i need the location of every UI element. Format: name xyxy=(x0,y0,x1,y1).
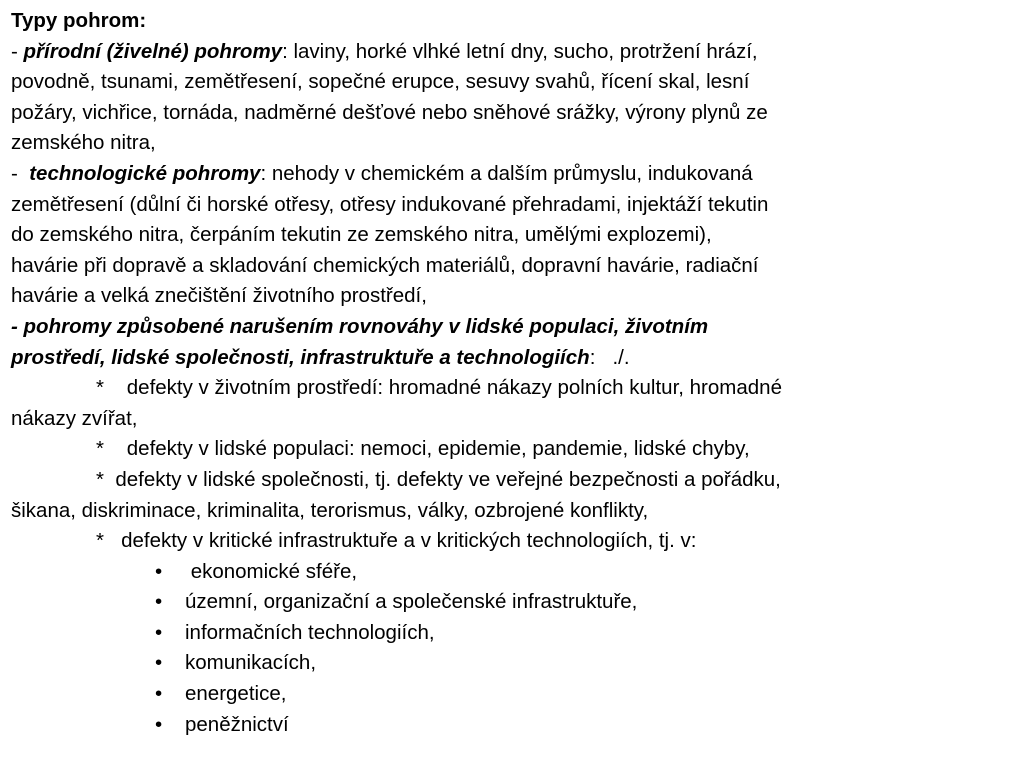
list-item-text: informačních technologiích, xyxy=(185,620,435,644)
document-title: Typy pohrom: xyxy=(11,9,147,32)
tech-disasters-line-4: havárie při dopravě a skladování chemických materiálů, dopravní havárie, radiační xyxy=(11,253,759,277)
defect-item-text: defekty v lidské populaci: nemoci, epidemie, pandemie, lidské chyby, xyxy=(126,437,750,461)
tech-disasters-line-5: havárie a velká znečištění životního prostředí, xyxy=(11,284,427,308)
bullet-icon: • xyxy=(155,559,163,583)
list-item-text: komunikacích, xyxy=(185,651,317,675)
asterisk-marker: * xyxy=(96,529,122,553)
disruption-heading-line-2 xyxy=(11,343,1012,374)
tech-disasters-line-3: do zemského nitra, čerpáním tekutin ze zemského nitra, umělými explozemi), xyxy=(11,223,712,247)
defect-item-society-cont: šikana, diskriminace, kriminalita, terorismus, války, ozbrojené konflikty, xyxy=(11,498,649,522)
bullet-icon: • xyxy=(155,712,163,736)
disruption-heading-rest: : ./. xyxy=(589,345,630,369)
natural-term: přírodní (živelné) pohromy xyxy=(23,39,283,63)
tech-disasters-line-2: zemětřesení (důlní či horské otřesy, otřesy indukované přehradami, injektáží tekutin xyxy=(11,192,769,216)
list-item xyxy=(11,648,1012,679)
list-item-text: ekonomické sféře, xyxy=(185,559,358,583)
natural-dash: - xyxy=(11,39,24,63)
list-item xyxy=(11,557,1012,588)
natural-disasters-line-3: požáry, vichřice, tornáda, nadměrné dešťové nebo sněhové srážky, výrony plynů ze xyxy=(11,100,768,124)
defect-item-society xyxy=(11,465,1012,496)
asterisk-marker: * xyxy=(96,376,127,400)
defect-item-infrastructure xyxy=(11,526,1012,557)
list-item xyxy=(11,587,1012,618)
defect-item-population xyxy=(11,434,1012,465)
defect-item-environment xyxy=(11,373,1012,404)
tech-dash: - xyxy=(11,161,30,185)
bullet-icon: • xyxy=(155,682,163,706)
defect-item-text: defekty v lidské společnosti, tj. defekty ve veřejné bezpečnosti a pořádku, xyxy=(115,467,781,491)
natural-disasters-line-4: zemského nitra, xyxy=(11,131,156,155)
list-item-text: energetice, xyxy=(185,682,287,706)
list-item-text: územní, organizační a společenské infrastruktuře, xyxy=(185,590,638,614)
natural-disasters-line-1 xyxy=(11,37,1012,68)
list-item xyxy=(11,618,1012,649)
bullet-icon: • xyxy=(155,651,163,675)
tech-line1-rest: : nehody v chemickém a dalším průmyslu, indukovaná xyxy=(260,161,753,185)
list-item xyxy=(11,679,1012,710)
tech-disasters-line-1 xyxy=(11,159,1012,190)
natural-disasters-line-2: povodně, tsunami, zemětřesení, sopečné erupce, sesuvy svahů, řícení skal, lesní xyxy=(11,70,750,94)
defect-item-text: defekty v kritické infrastruktuře a v kritických technologiích, tj. v: xyxy=(121,529,697,553)
disruption-heading-bold: prostředí, lidské společnosti, infrastruktuře a technologiích xyxy=(11,345,590,369)
disruption-heading-line-1: - pohromy způsobené narušením rovnováhy v lidské populaci, životním xyxy=(11,314,709,338)
list-item-text: peněžnictví xyxy=(185,712,289,736)
asterisk-marker: * xyxy=(96,467,116,491)
defect-item-text: defekty v životním prostředí: hromadné nákazy polních kultur, hromadné xyxy=(126,376,782,400)
bullet-icon: • xyxy=(155,620,163,644)
defect-item-environment-cont: nákazy zvířat, xyxy=(11,406,138,430)
tech-term: technologické pohromy xyxy=(29,161,261,185)
infrastructure-bullet-list xyxy=(11,557,1012,741)
asterisk-marker: * xyxy=(96,437,127,461)
natural-line1-rest: : laviny, horké vlhké letní dny, sucho, protržení hrází, xyxy=(282,39,758,63)
list-item xyxy=(11,710,1012,741)
bullet-icon: • xyxy=(155,590,163,614)
